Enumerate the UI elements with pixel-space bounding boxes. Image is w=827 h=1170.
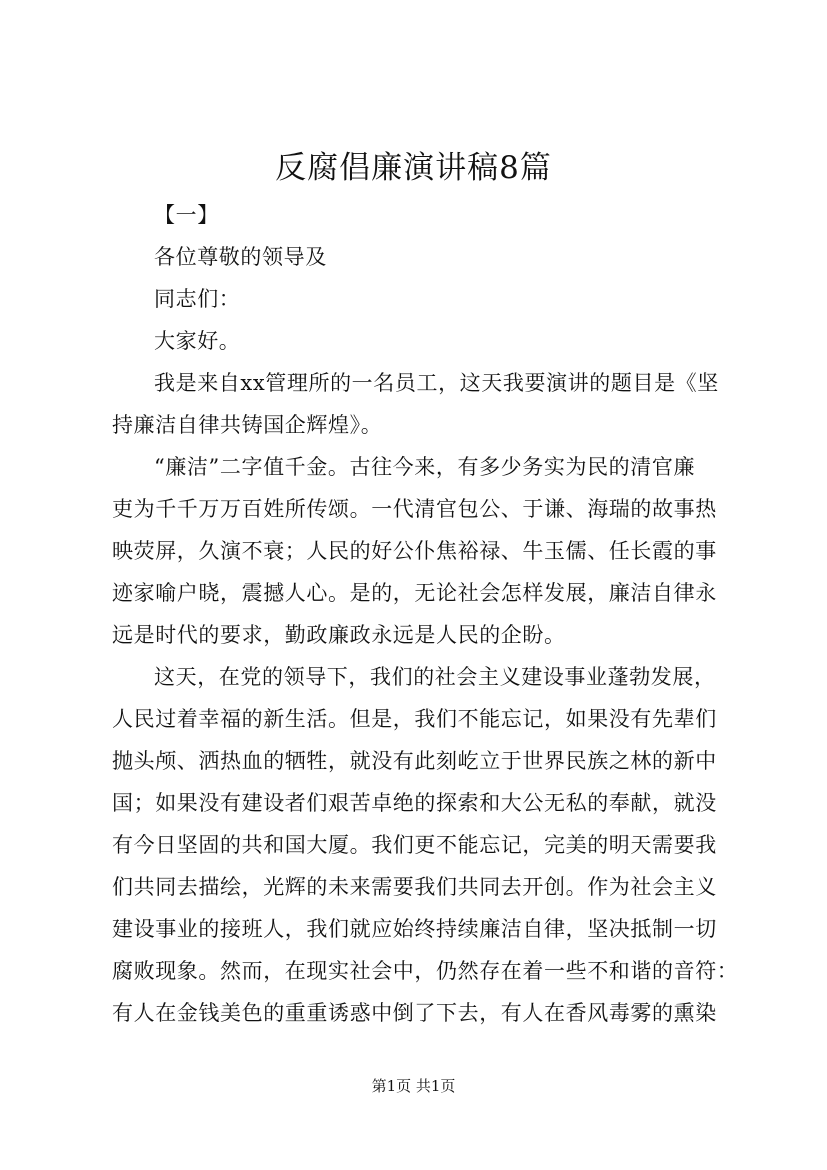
- paragraph-line: 迹家喻户晓，震撼人心。是的，无论社会怎样发展，廉洁自律永: [112, 581, 717, 605]
- page-footer: 第1页 共1页: [371, 1077, 456, 1095]
- paragraph-line: 持廉洁自律共铸国企辉煌》。: [112, 413, 383, 437]
- document-body: [112, 194, 739, 1034]
- paragraph-line: 同志们：: [154, 287, 241, 311]
- paragraph-line: 远是时代的要求，勤政廉政永远是人民的企盼。: [112, 623, 566, 647]
- document-title: 反腐倡廉演讲稿8篇: [275, 150, 552, 186]
- paragraph-line: 们共同去描绘，光辉的未来需要我们共同去开创。作为社会主义: [112, 875, 717, 899]
- paragraph-line: 大家好。: [154, 329, 241, 353]
- paragraph-line: 有今日坚固的共和国大厦。我们更不能忘记，完美的明天需要我: [112, 833, 717, 857]
- paragraph-line: 有人在金钱美色的重重诱惑中倒了下去，有人在香风毒雾的熏染: [112, 1001, 717, 1025]
- paragraph-line: 这天，在党的领导下，我们的社会主义建设事业蓬勃发展，: [154, 665, 716, 689]
- paragraph-line: “廉洁”二字值千金。古往今来，有多少务实为民的清官廉: [154, 455, 696, 479]
- paragraph-line: 吏为千千万万百姓所传颂。一代清官包公、于谦、海瑞的故事热: [112, 497, 717, 521]
- paragraph-line: 腐败现象。然而，在现实社会中，仍然存在着一些不和谐的音符：: [112, 959, 739, 983]
- paragraph-line: 人民过着幸福的新生活。但是，我们不能忘记，如果没有先辈们: [112, 707, 717, 731]
- paragraph-line: 映荧屏，久演不衰；人民的好公仆焦裕禄、牛玉儒、任长霞的事: [112, 539, 717, 563]
- paragraph-line: 建设事业的接班人，我们就应始终持续廉洁自律，坚决抵制一切: [112, 917, 717, 941]
- paragraph-line: 抛头颅、洒热血的牺牲，就没有此刻屹立于世界民族之林的新中: [112, 749, 717, 773]
- paragraph-line: 【一】: [154, 203, 219, 227]
- paragraph-line: 各位尊敬的领导及: [154, 245, 327, 269]
- paragraph-line: 我是来自xx管理所的一名员工，这天我要演讲的题目是《坚: [154, 371, 719, 395]
- paragraph-line: 国；如果没有建设者们艰苦卓绝的探索和大公无私的奉献，就没: [112, 791, 717, 815]
